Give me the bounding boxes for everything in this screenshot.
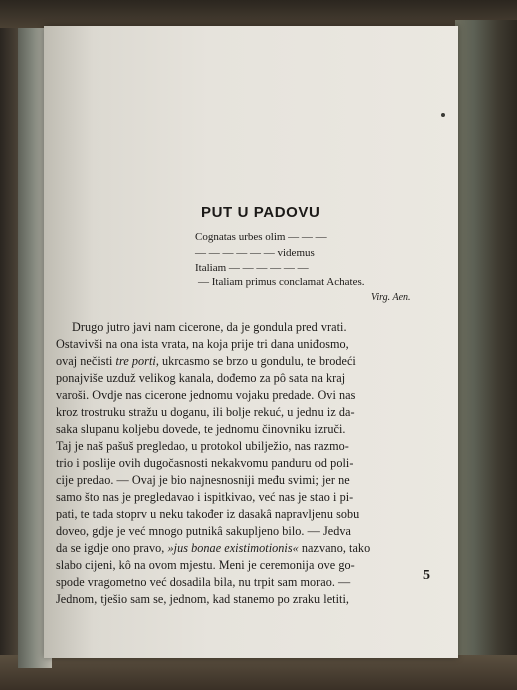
body-line: ponajviše uzduž velikog kanala, dođemo za pô sata na kraj: [56, 371, 346, 385]
body-line: Taj je naš pašuš pregledao, u protokol ubilježio, nas razmo-: [56, 439, 349, 453]
body-line: Jednom, tješio sam se, jednom, kad stanemo po zraku letiti,: [56, 592, 350, 606]
background-bottom: [0, 655, 517, 690]
body-line: Ostavivši na ona ista vrata, na koja prije tri dana uniđosmo,: [56, 337, 349, 351]
body-line: slabo cijeni, kô na ovom mjestu. Meni je ceremonija ove go-: [56, 558, 355, 572]
epigraph-line: — — — — — — videmus: [195, 247, 315, 259]
body-line: da se igdje ono pravo, »jus bonae existimotionis« nazvano, tako: [56, 541, 371, 555]
body-line: ovaj nečisti tre porti, ukrcasmo se brzo u gondulu, te brodeći: [56, 354, 356, 368]
epigraph-line: Cognatas urbes olim — — —: [195, 231, 327, 243]
epigraph-line: Italiam — — — — — —: [195, 262, 309, 274]
body-line: trio i poslije ovih dugočasnosti nekakvomu panduru od poli-: [56, 456, 354, 470]
body-line: kroz trostruku stražu u doganu, ili bolje rekuć, u jednu iz da-: [56, 405, 355, 419]
body-line: pati, te tada stoprv u neku također iz dasakâ napravljenu sobu: [56, 507, 360, 521]
page-number: 5: [423, 568, 430, 583]
background-top: [0, 0, 517, 28]
body-line: spode vragometno već dosadila bila, nu trpit sam morao. —: [56, 575, 351, 589]
epigraph-line: — Italiam primus conclamat Achates.: [198, 276, 365, 288]
body-line: varoši. Ovdje nas cicerone jednomu vojaku predade. Ovi nas: [56, 388, 356, 402]
body-line: doveo, gdje je već mnogo putnikâ sakupljeno bilo. — Jedva: [56, 524, 351, 538]
body-line: saka slupanu koljebu dovede, te jednomu činovniku izruči.: [56, 422, 346, 436]
chapter-title: PUT U PADOVU: [201, 204, 321, 221]
body-line: samo što nas je pregledavao i ispitkivao, već nas je stao i pi-: [56, 490, 354, 504]
epigraph-source: Virg. Aen.: [371, 292, 411, 303]
book-cover-right: [455, 20, 517, 690]
page-speck: [441, 113, 445, 117]
book-page: [44, 26, 458, 658]
body-line: cije predao. — Ovaj je bio najnesnosniji među svimi; jer ne: [56, 473, 350, 487]
body-line: Drugo jutro javi nam cicerone, da je gondula pred vrati.: [72, 320, 347, 334]
